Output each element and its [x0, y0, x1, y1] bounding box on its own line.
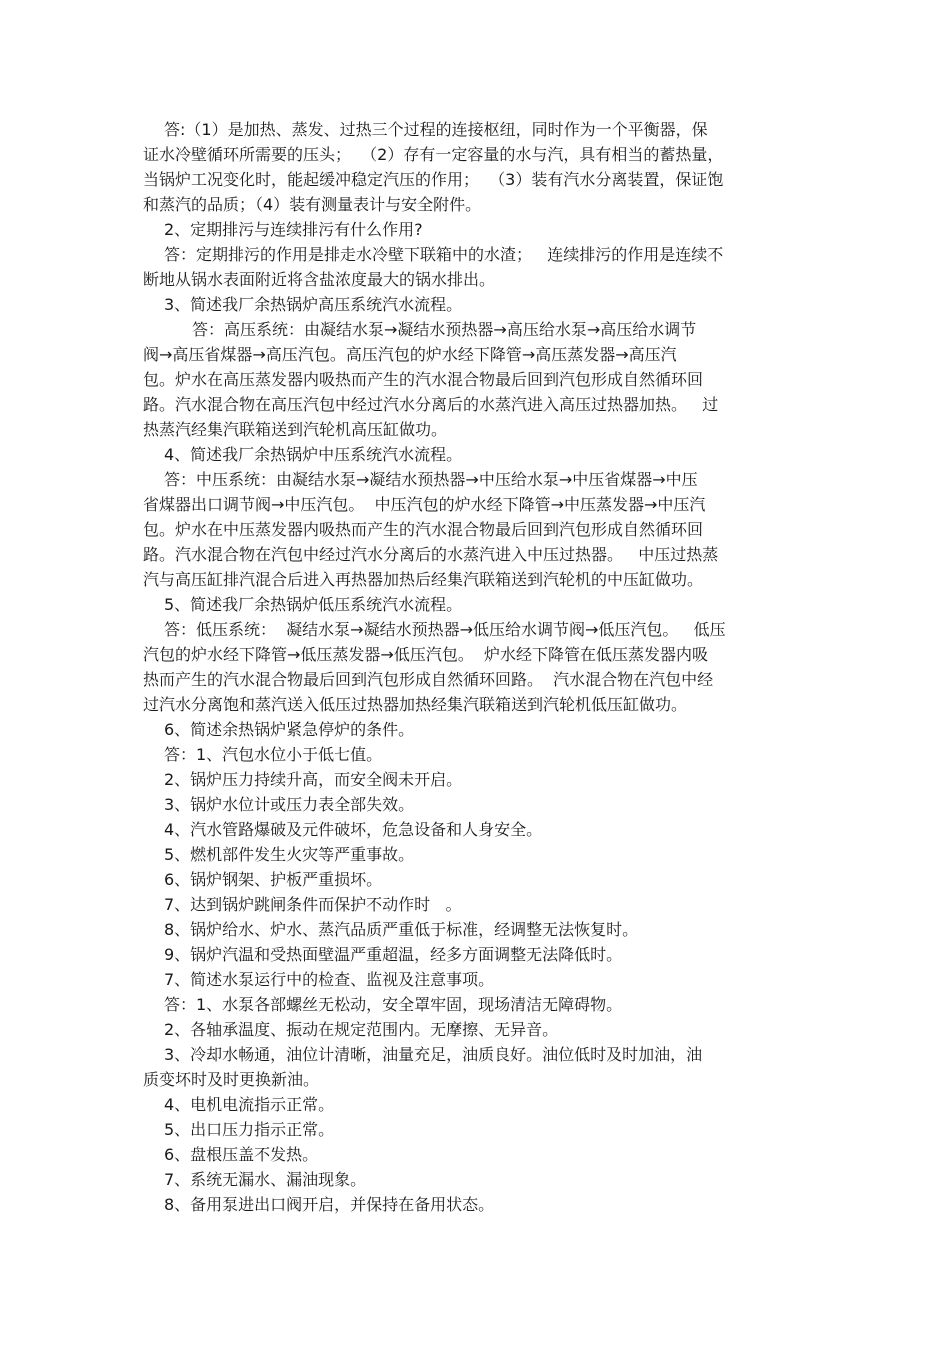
- list-item: 5、出口压力指示正常。: [164, 1120, 335, 1139]
- list-item: 2、锅炉压力持续升高，而安全阀未开启。: [164, 770, 463, 789]
- text-line: 汽与高压缸排汽混合后进入再热器加热后经集汽联箱送到汽轮机的中压缸做功。: [143, 570, 704, 589]
- text-line: 答:（1）是加热、蒸发、过热三个过程的连接枢纽，同时作为一个平衡器，保: [164, 120, 708, 139]
- list-item: 7、达到锅炉跳闸条件而保护不动作时 。: [164, 895, 462, 914]
- text-line: 当锅炉工况变化时，能起缓冲稳定汽压的作用； （3）装有汽水分离装置，保证饱: [143, 170, 724, 189]
- text-line: 证水冷壁循环所需要的压头； （2）存有一定容量的水与汽，具有相当的蓄热量，: [143, 145, 724, 164]
- text-line: 路。汽水混合物在汽包中经过汽水分离后的水蒸汽进入中压过热器。 中压过热蒸: [143, 545, 719, 564]
- list-item: 3、冷却水畅通，油位计清晰，油量充足，油质良好。油位低时及时加油，油: [164, 1045, 703, 1064]
- text-line: 和蒸汽的品质；（4）装有测量表计与安全附件。: [143, 195, 482, 214]
- list-item: 6、锅炉钢架、护板严重损坏。: [164, 870, 383, 889]
- text-line: 过汽水分离饱和蒸汽送入低压过热器加热经集汽联箱送到汽轮机低压缸做功。: [143, 695, 688, 714]
- list-item: 答：1、水泵各部螺丝无松动，安全罩牢固，现场清洁无障碍物。: [164, 995, 623, 1014]
- list-item: 5、燃机部件发生火灾等严重事故。: [164, 845, 415, 864]
- list-item: 6、盘根压盖不发热。: [164, 1145, 319, 1164]
- list-item: 8、锅炉给水、炉水、蒸汽品质严重低于标准，经调整无法恢复时。: [164, 920, 639, 939]
- list-item: 2、各轴承温度、振动在规定范围内。无摩擦、无异音。: [164, 1020, 559, 1039]
- list-item: 4、汽水管路爆破及元件破坏，危急设备和人身安全。: [164, 820, 543, 839]
- list-item: 8、备用泵进出口阀开启，并保持在备用状态。: [164, 1195, 495, 1214]
- text-line: 阀→高压省煤器→高压汽包。高压汽包的炉水经下降管→高压蒸发器→高压汽: [143, 345, 677, 364]
- heading-question-5: 5、简述我厂余热锅炉低压系统汽水流程。: [164, 595, 463, 614]
- text-line: 答：高压系统：由凝结水泵→凝结水预热器→高压给水泵→高压给水调节: [192, 320, 697, 339]
- list-item: 4、电机电流指示正常。: [164, 1095, 335, 1114]
- text-line: 热而产生的汽水混合物最后回到汽包形成自然循环回路。 汽水混合物在汽包中经: [143, 670, 714, 689]
- heading-question-7: 7、简述水泵运行中的检查、监视及注意事项。: [164, 970, 495, 989]
- heading-question-3: 3、简述我厂余热锅炉高压系统汽水流程。: [164, 295, 463, 314]
- text-line: 包。炉水在中压蒸发器内吸热而产生的汽水混合物最后回到汽包形成自然循环回: [143, 520, 704, 539]
- text-line: 答：低压系统： 凝结水泵→凝结水预热器→低压给水调节阀→低压汽包。 低压: [164, 620, 726, 639]
- text-line: 答：中压系统：由凝结水泵→凝结水预热器→中压给水泵→中压省煤器→中压: [164, 470, 698, 489]
- heading-question-2: 2、定期排污与连续排污有什么作用?: [164, 220, 423, 239]
- list-item: 9、锅炉汽温和受热面壁温严重超温，经多方面调整无法降低时。: [164, 945, 623, 964]
- list-item: 答：1、汽包水位小于低七值。: [164, 745, 383, 764]
- text-line: 热蒸汽经集汽联箱送到汽轮机高压缸做功。: [143, 420, 448, 439]
- text-line: 路。汽水混合物在高压汽包中经过汽水分离后的水蒸汽进入高压过热器加热。 过: [143, 395, 719, 414]
- text-line: 省煤器出口调节阀→中压汽包。 中压汽包的炉水经下降管→中压蒸发器→中压汽: [143, 495, 706, 514]
- text-line: 汽包的炉水经下降管→低压蒸发器→低压汽包。 炉水经下降管在低压蒸发器内吸: [143, 645, 708, 664]
- list-item: 3、锅炉水位计或压力表全部失效。: [164, 795, 415, 814]
- heading-question-4: 4、简述我厂余热锅炉中压系统汽水流程。: [164, 445, 463, 464]
- text-line: 包。炉水在高压蒸发器内吸热而产生的汽水混合物最后回到汽包形成自然循环回: [143, 370, 704, 389]
- list-item: 7、系统无漏水、漏油现象。: [164, 1170, 367, 1189]
- text-line: 质变坏时及时更换新油。: [143, 1070, 320, 1089]
- heading-question-6: 6、简述余热锅炉紧急停炉的条件。: [164, 720, 415, 739]
- text-line: 答：定期排污的作用是排走水冷壁下联箱中的水渣； 连续排污的作用是连续不: [164, 245, 724, 264]
- text-line: 断地从锅水表面附近将含盐浓度最大的锅水排出。: [143, 270, 496, 289]
